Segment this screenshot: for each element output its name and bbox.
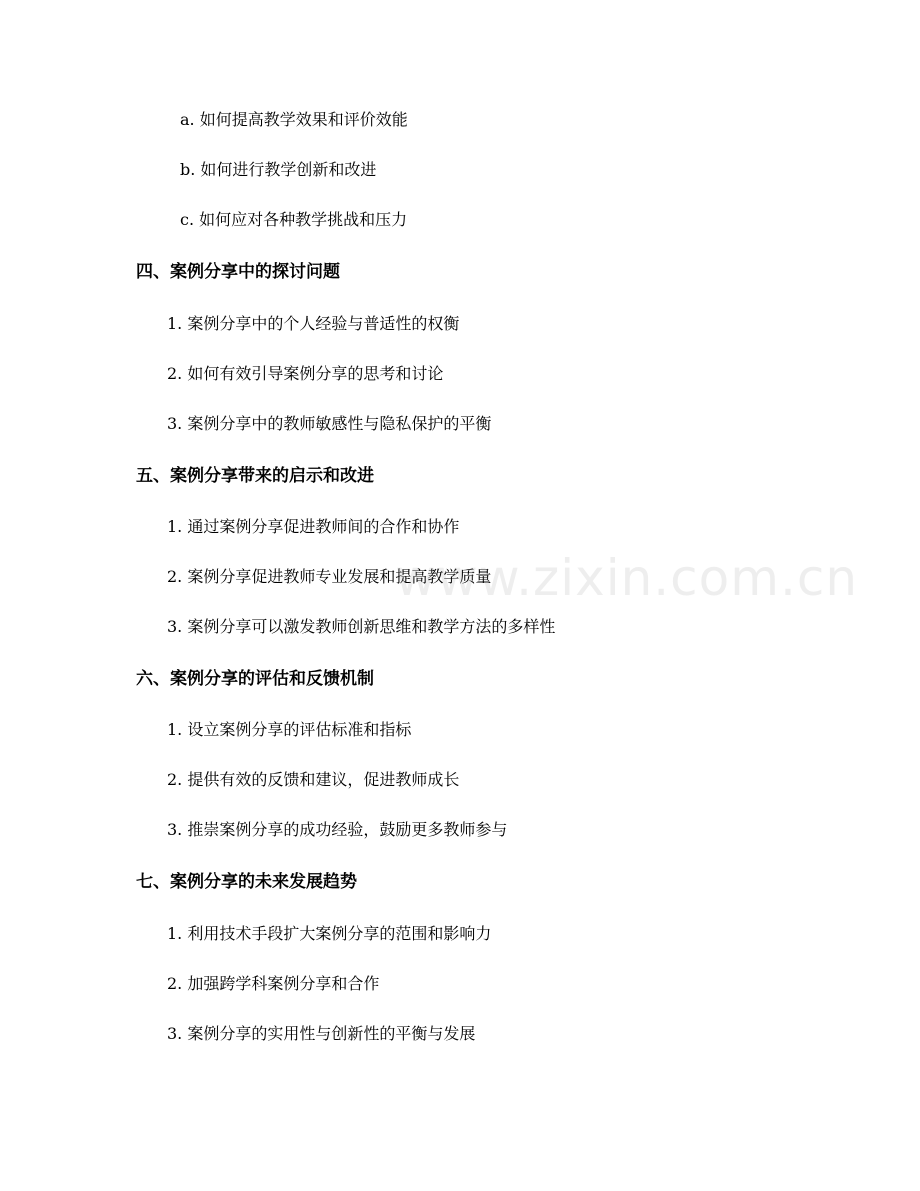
sub-item-b: b. 如何进行教学创新和改进 bbox=[180, 160, 377, 179]
list-item: 1. 通过案例分享促进教师间的合作和协作 bbox=[167, 517, 460, 536]
list-item: 2. 案例分享促进教师专业发展和提高教学质量 bbox=[167, 567, 492, 586]
sub-item-c: c. 如何应对各种教学挑战和压力 bbox=[180, 210, 408, 229]
list-item: 1. 设立案例分享的评估标准和指标 bbox=[167, 720, 412, 739]
list-item: 3. 案例分享可以激发教师创新思维和教学方法的多样性 bbox=[167, 617, 556, 636]
list-item: 3. 案例分享中的教师敏感性与隐私保护的平衡 bbox=[167, 414, 492, 433]
section-heading-6: 六、案例分享的评估和反馈机制 bbox=[136, 669, 374, 689]
list-item: 2. 加强跨学科案例分享和合作 bbox=[167, 974, 380, 993]
section-heading-7: 七、案例分享的未来发展趋势 bbox=[136, 872, 357, 892]
list-item: 2. 提供有效的反馈和建议，促进教师成长 bbox=[167, 770, 460, 789]
list-item: 2. 如何有效引导案例分享的思考和讨论 bbox=[167, 364, 444, 383]
list-item: 1. 案例分享中的个人经验与普适性的权衡 bbox=[167, 314, 460, 333]
list-item: 3. 推崇案例分享的成功经验，鼓励更多教师参与 bbox=[167, 820, 508, 839]
section-heading-5: 五、案例分享带来的启示和改进 bbox=[136, 466, 374, 486]
sub-item-a: a. 如何提高教学效果和评价效能 bbox=[180, 110, 408, 129]
list-item: 3. 案例分享的实用性与创新性的平衡与发展 bbox=[167, 1024, 476, 1043]
watermark: www.zixin.com.cn bbox=[395, 549, 859, 607]
list-item: 1. 利用技术手段扩大案例分享的范围和影响力 bbox=[167, 924, 492, 943]
section-heading-4: 四、案例分享中的探讨问题 bbox=[136, 262, 340, 282]
